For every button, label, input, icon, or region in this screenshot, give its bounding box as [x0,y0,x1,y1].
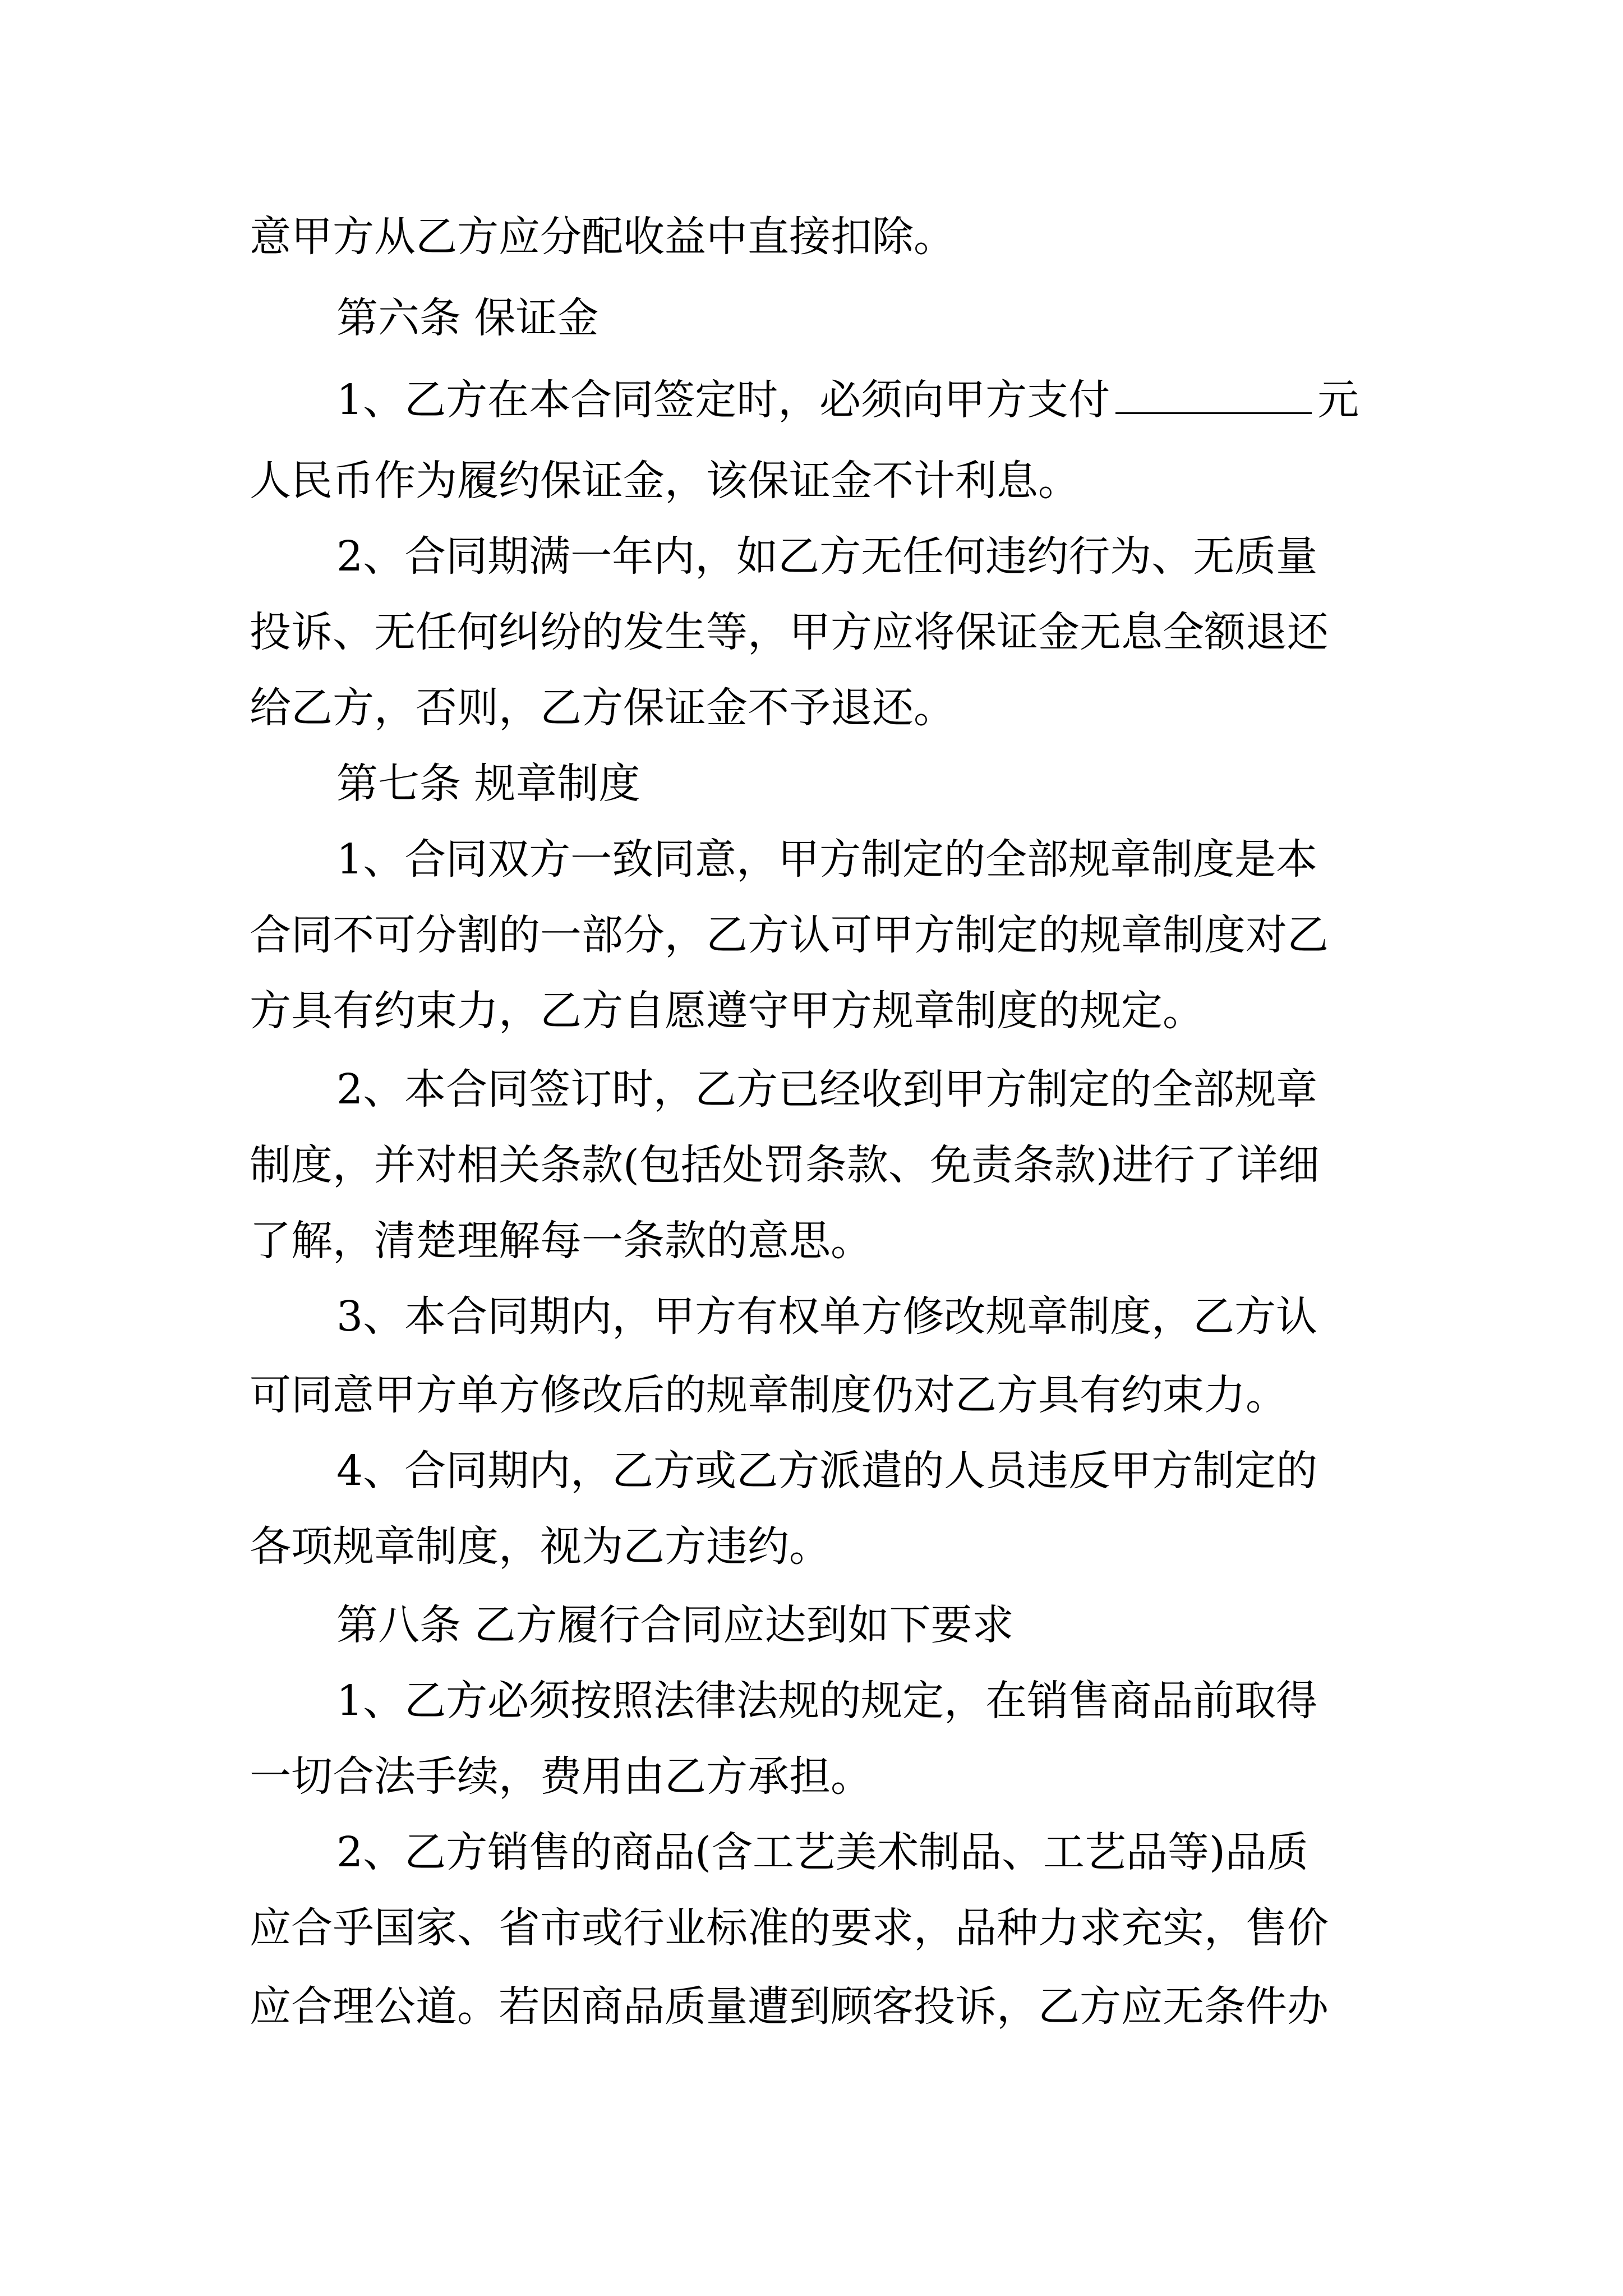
section-heading-text: 第六条 保证金 [336,294,599,342]
section-heading-text: 第八条 乙方履行合同应达到如下要求 [336,1601,1014,1649]
text-line-content: 4、合同期内，乙方或乙方派遣的人员违反甲方制定的 [336,1447,1318,1495]
text-line [250,684,955,732]
text-line [250,1371,1287,1419]
section-heading [336,760,640,808]
text-line-content: 制度，并对相关条款(包括处罚条款、免责条款)进行了详细 [250,1141,1320,1189]
text-line [336,1677,1318,1725]
text-line-content: 3、本合同期内，甲方有权单方修改规章制度，乙方认 [336,1292,1318,1341]
section-heading [336,1601,1014,1649]
text-line-content: 人民币作为履约保证金，该保证金不计利息。 [250,457,1080,505]
text-line-content: 了解，清楚理解每一条款的意思。 [250,1217,872,1265]
fill-in-blank [1115,379,1312,414]
text-line-content: 各项规章制度，视为乙方违约。 [250,1522,831,1571]
text-line [250,1522,831,1571]
text-line [250,457,1080,505]
text-line-content: 2、乙方销售的商品(含工艺美术制品、工艺品等)品质 [336,1828,1308,1876]
text-line-content: 2、本合同签订时，乙方已经收到甲方制定的全部规章 [336,1065,1318,1114]
text-line [336,1065,1318,1114]
text-line-content: 应合理公道。若因商品质量遭到顾客投诉，乙方应无条件办 [250,1982,1329,2031]
text-line [250,1904,1329,1952]
text-line [336,1292,1318,1341]
section-heading-text: 第七条 规章制度 [336,760,640,808]
text-line [336,1828,1308,1876]
text-line [336,1447,1318,1495]
text-line-content: 应合乎国家、省市或行业标准的要求，品种力求充实，售价 [250,1904,1329,1952]
text-line [336,835,1318,884]
text-line [250,1141,1320,1189]
text-line-content: 合同不可分割的一部分，乙方认可甲方制定的规章制度对乙 [250,911,1329,959]
text-line [250,987,1204,1035]
text-line-content: 1、乙方必须按照法律法规的规定，在销售商品前取得 [336,1677,1318,1725]
text-line-content: 投诉、无任何纠纷的发生等，甲方应将保证金无息全额退还 [250,608,1329,656]
text-line [250,1217,872,1265]
section-heading [336,294,599,342]
text-line [250,1752,872,1801]
text-line-content: 意甲方从乙方应分配收益中直接扣除。 [250,213,955,261]
text-line-content: 可同意甲方单方修改后的规章制度仍对乙方具有约束力。 [250,1371,1287,1419]
text-line-content: 方具有约束力，乙方自愿遵守甲方规章制度的规定。 [250,987,1204,1035]
text-line-content: 元 [1317,376,1359,424]
text-line [336,532,1318,581]
text-line-content: 1、合同双方一致同意，甲方制定的全部规章制度是本 [336,835,1318,884]
text-line [250,911,1329,959]
text-line [250,1982,1329,2031]
text-line [250,213,955,261]
text-line-content: 一切合法手续，费用由乙方承担。 [250,1752,872,1801]
text-line [250,608,1329,656]
text-line [336,376,1359,424]
text-line-content: 1、乙方在本合同签定时，必须向甲方支付 [336,376,1110,424]
text-line-content: 2、合同期满一年内，如乙方无任何违约行为、无质量 [336,532,1318,581]
text-line-content: 给乙方，否则，乙方保证金不予退还。 [250,684,955,732]
